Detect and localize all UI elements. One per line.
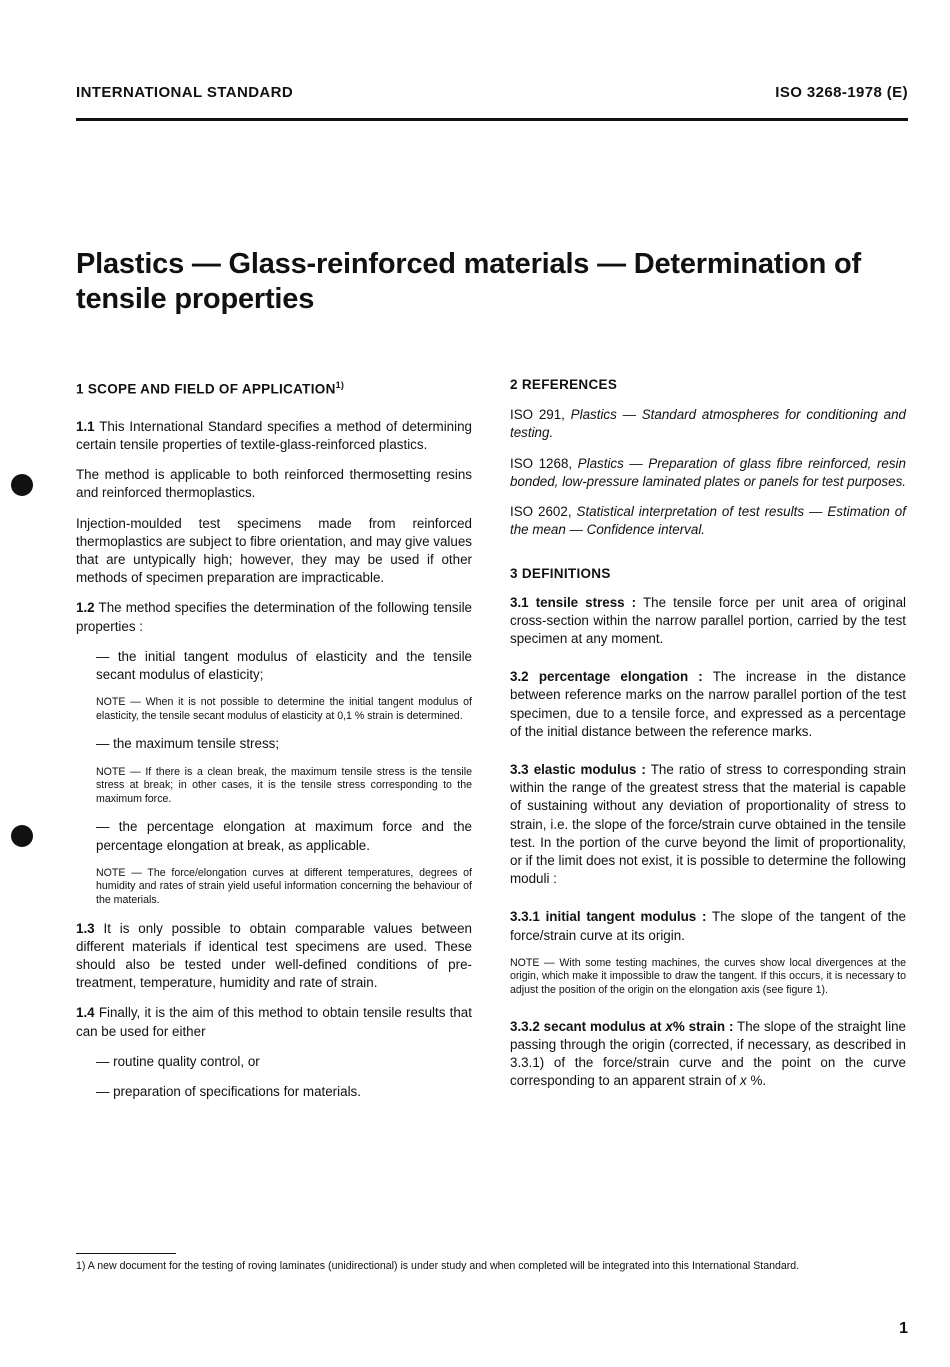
clause-1-4: 1.4 Finally, it is the aim of this method to obtain tensile results that can be used for either — [76, 1005, 472, 1039]
definition-3-3: 3.3 elastic modulus : The ratio of stress to corresponding strain within the range of the greatest stress that the material is capable of sustaining without any deviation of proportionality of stress to strain, i.e. the slope of the force/strain curve obtained in the tensile test. In the portion of the curve beyond the limit of proportionality, or if the limit does not exist, it is possible to determine the following moduli : — [510, 762, 906, 887]
list-item: — routine quality control, or — [96, 1053, 260, 1069]
header-rule — [76, 118, 908, 121]
margin-bullet-2 — [11, 825, 33, 847]
footnote: 1) A new document for the testing of roving laminates (unidirectional) is under study and when completed will be integrated into this International Standard. — [76, 1260, 800, 1272]
reference-item: ISO 2602, Statistical interpretation of test results — Estimation of the mean — Confidence interval. — [510, 504, 906, 538]
section-1-heading: 1 SCOPE AND FIELD OF APPLICATION$^{1)}$ — [76, 380, 345, 397]
section-2-heading: 2 REFERENCES — [510, 377, 618, 392]
list-item: — the initial tangent modulus of elasticity and the tensile secant modulus of elasticity; — [96, 648, 472, 682]
list-item: — the maximum tensile stress; — [96, 736, 280, 752]
list-item: — preparation of specifications for materials. — [96, 1083, 361, 1099]
paragraph: Injection-moulded test specimens made from reinforced thermoplastics are subject to fibre orientation, and may give values that are untypically high; however, they may be used if other methods of specimen preparation are impracticable. — [76, 515, 472, 586]
footnote-rule — [76, 1253, 176, 1254]
title-line-2: tensile properties — [76, 283, 315, 315]
clause-1-2: 1.2 The method specifies the determination of the following tensile properties : — [76, 600, 472, 634]
page-number: 1 — [899, 1320, 908, 1337]
document-title — [76, 247, 876, 317]
standard-label: INTERNATIONAL STANDARD — [76, 84, 294, 101]
right-column — [510, 376, 906, 1102]
definition-3-3-2: 3.3.2 secant modulus at x% strain : The slope of the straight line passing through the origin (corrected, if necessary, as described in 3.3.1) of the force/strain curve and the point on the curve corresponding to an apparent strain of x %. — [510, 1018, 906, 1089]
note: NOTE — With some testing machines, the curves show local divergences at the origin, which make it impossible to draw the tangent. If this occurs, it is necessary to adjust the position of the origin on the elongation axis (see figure 1). — [510, 956, 906, 997]
definition-3-2: 3.2 percentage elongation : The increase in the distance between reference marks on the narrow parallel portion of the test specimen, due to a tensile force, and expressed as a percentage of the initial distance between the reference marks. — [510, 669, 906, 739]
standard-number: ISO 3268-1978 (E) — [775, 84, 908, 101]
list-item: — the percentage elongation at maximum force and the percentage elongation at break, as applicable. — [96, 819, 472, 853]
note: NOTE — The force/elongation curves at different temperatures, degrees of humidity and rates of strain yield useful information concerning the behaviour of the materials. — [96, 866, 472, 906]
note: NOTE — When it is not possible to determine the initial tangent modulus of elasticity, the tensile secant modulus of elasticity at 0,1 % strain is determined. — [96, 696, 472, 722]
section-3-heading: 3 DEFINITIONS — [510, 566, 611, 582]
clause-1-1: 1.1 This International Standard specifies a method of determining certain tensile properties of textile-glass-reinforced plastics. — [76, 418, 472, 452]
clause-1-3: 1.3 It is only possible to obtain comparable values between different materials if identical test specimens are used. These should also be tested under well-defined conditions of pre-treatment, temperature, humidity and rate of strain. — [76, 920, 472, 991]
reference-item: ISO 291, Plastics — Standard atmospheres for conditioning and testing. — [510, 407, 906, 441]
paragraph: The method is applicable to both reinforced thermosetting resins and reinforced thermoplastics. — [76, 467, 472, 501]
note: NOTE — If there is a clean break, the maximum tensile stress is the tensile stress at break; in other cases, it is the tensile stress corresponding to the maximum force. — [96, 765, 472, 805]
definition-3-1: 3.1 tensile stress : The tensile force per unit area of original cross-section within the narrow parallel portion, carried by the test specimen at any moment. — [510, 594, 906, 647]
reference-item: ISO 1268, Plastics — Preparation of glass fibre reinforced, resin bonded, low-pressure laminated plates or panels for test purposes. — [510, 455, 906, 489]
margin-bullet-1 — [11, 474, 33, 496]
title-line-1: Plastics — Glass-reinforced materials — Determination of — [76, 248, 861, 280]
left-column — [76, 376, 472, 1113]
definition-3-3-1: 3.3.1 initial tangent modulus : The slope of the tangent of the force/strain curve at its origin. — [510, 909, 907, 943]
